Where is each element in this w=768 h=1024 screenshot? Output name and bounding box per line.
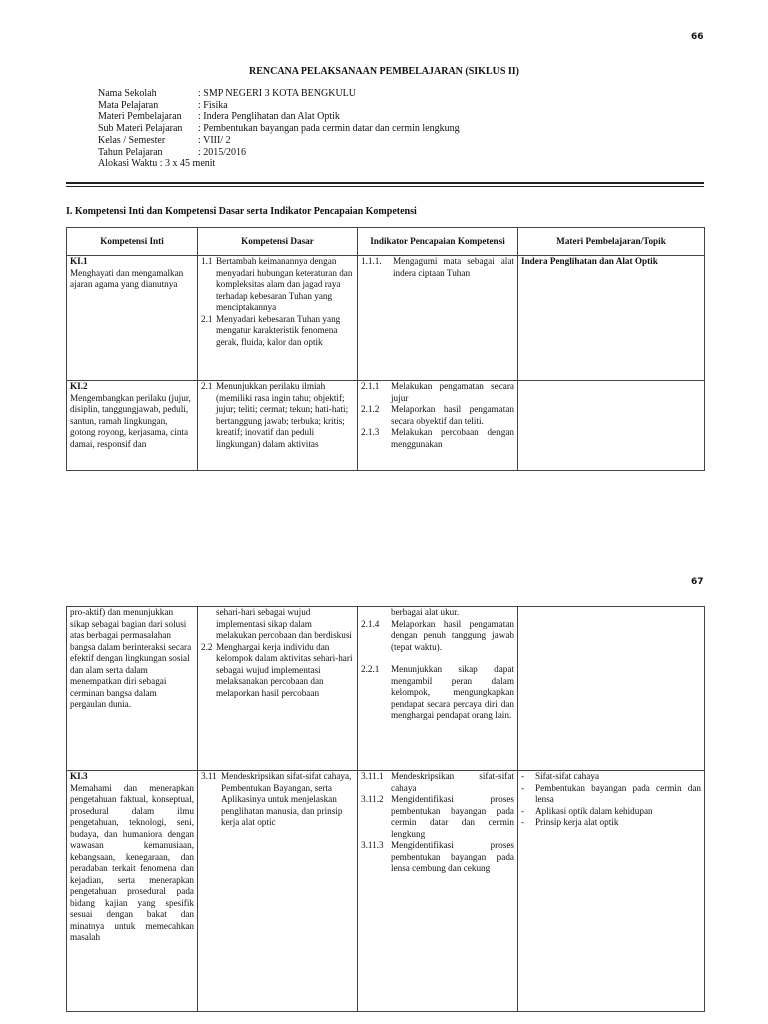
meta-row — [98, 147, 460, 159]
table-row — [67, 381, 705, 471]
kd-item: 2.1 Menyadari kebesaran Tuhan yang mengatur karakteristik fenomena gerak, fluida, kalor dan optik — [201, 313, 341, 347]
ki-title: KI.3 — [70, 771, 88, 781]
indikator-item: berbagai alat ukur. — [391, 607, 460, 617]
divider-thick — [66, 182, 704, 184]
kd-item: 1.1 Bertambah keimanannya dengan menyadari hubungan keteraturan dan kompleksitas alam dan jagad raya terhadap kebesaran Tuhan yang menciptakannya — [201, 256, 353, 312]
ki-cell — [67, 256, 198, 381]
materi-cell — [518, 771, 705, 1012]
table-row — [67, 771, 705, 1012]
indikator-item: 2.2.1 Menunjukkan sikap dapat mengambil peran dalam kelompok, mengungkapkan pendapat secara percaya diri dan menghargai pendapat orang lain. — [361, 664, 514, 720]
indikator-item: 2.1.1 Melakukan pengamatan secara jujur — [361, 381, 514, 403]
indikator-cell — [358, 381, 518, 471]
ki-title: KI.1 — [70, 256, 88, 266]
indikator-cell — [358, 256, 518, 381]
kd-item: 3.11 Mendeskripsikan sifat-sifat cahaya, Pembentukan Bayangan, serta Aplikasinya untuk menjelaskan penglihatan manusia, dan prinsip kerja alat optic — [201, 771, 352, 827]
meta-row — [98, 123, 460, 135]
header-kompetensi-inti: Kompetensi Inti — [67, 228, 198, 256]
ki-cell — [67, 771, 198, 1012]
competency-table-page1 — [66, 227, 705, 471]
meta-value: : Indera Penglihatan dan Alat Optik — [198, 111, 340, 123]
competency-table-page2 — [66, 606, 705, 1012]
table-row — [67, 256, 705, 381]
section-heading: I. Kompetensi Inti dan Kompetensi Dasar serta Indikator Pencapaian Kompetensi — [66, 206, 417, 217]
materi-bullet: - Prinsip kerja alat optik — [521, 817, 619, 827]
indikator-item: 1.1.1. Mengagumi mata sebagai alat indera ciptaan Tuhan — [361, 256, 514, 278]
meta-row — [98, 135, 460, 147]
meta-value: : VIII/ 2 — [198, 134, 231, 146]
meta-label: Kelas / Semester — [98, 134, 166, 146]
meta-label: Sub Materi Pelajaran — [98, 123, 183, 135]
ki-text: Memahami dan menerapkan pengetahuan faktual, konseptual, prosedural dalam ilmu pengetahuan, teknologi, seni, budaya, dan humaniora dengan wawasan kemanusiaan, kebangsaan, kenegaraan, dan peradaban terkait fenomena dan kejadian, serta menerapkan pengetahuan prosedural pada bidang kajian yang spesifik sesuai dengan bakat dan minatnya untuk memecahkan masalah — [70, 782, 194, 942]
header-indikator: Indikator Pencapaian Kompetensi — [358, 228, 518, 256]
indikator-item: 3.11.3 Mengidentifikasi proses pembentukan bayangan pada lensa cembung dan cekung — [361, 840, 514, 873]
materi-bullet: - Sifat-sifat cahaya — [521, 771, 600, 781]
meta-row — [98, 88, 460, 100]
meta-label: Mata Pelajaran — [98, 99, 159, 111]
indikator-cell — [358, 607, 518, 771]
table-row — [67, 607, 705, 771]
indikator-item: 2.1.2 Melaporkan hasil pengamatan secara obyektif dan teliti. — [361, 404, 514, 426]
indikator-item: 2.1.4 Melaporkan hasil pengamatan dengan penuh tanggung jawab (tepat waktu). — [361, 618, 514, 652]
indikator-item: 2.1.3 Melakukan percobaan dengan menggunakan — [361, 427, 514, 449]
ki-text-continued: pro-aktif) dan menunjukkan sikap sebagai bagian dari solusi atas berbagai permasalahan bangsa dalam berinteraksi secara efektif dengan lingkungan sosial dan alam serta dalam menempatkan diri sebagai cerminan bangsa dalam pergaulan dunia. — [70, 607, 192, 709]
meta-label: Nama Sekolah — [98, 88, 157, 99]
ki-cell — [67, 607, 198, 771]
indikator-cell — [358, 771, 518, 1012]
materi-topic: Indera Penglihatan dan Alat Optik — [521, 256, 658, 266]
table-header-row — [67, 228, 705, 256]
meta-label: Tahun Pelajaran — [98, 146, 163, 158]
materi-cell — [518, 607, 705, 771]
materi-cell — [518, 256, 705, 381]
meta-value: : 2015/2016 — [198, 146, 247, 158]
ki-title: KI.2 — [70, 381, 88, 391]
materi-cell — [518, 381, 705, 471]
kd-item: 2.1 Menunjukkan perilaku ilmiah (memiliki rasa ingin tahu; objektif; jujur; teliti; cermat; tekun; hati-hati; bertanggung jawab; terbuka; kritis; kreatif; inovatif dan peduli lingkungan) dalam aktivitas — [201, 381, 349, 449]
materi-bullet: - Aplikasi optik dalam kehidupan — [521, 805, 653, 816]
indikator-item: 3.11.2 Mengidentifikasi proses pembentukan bayangan pada cermin datar dan cermin lengkung — [361, 794, 514, 839]
kd-item: 2.2 Menghargai kerja individu dan kelompok dalam aktivitas sehari-hari sebagai wujud implementasi melaksanakan percobaan dan melaporkan hasil percobaan — [201, 641, 353, 698]
identity-block — [98, 88, 460, 170]
meta-value: : Fisika — [198, 99, 228, 111]
meta-value: : SMP NEGERI 3 KOTA BENGKULU — [198, 88, 356, 99]
meta-row — [98, 100, 460, 112]
ki-cell — [67, 381, 198, 471]
divider-thin — [66, 186, 704, 187]
indikator-item: 3.11.1 Mendeskripsikan sifat-sifat cahaya — [361, 771, 514, 793]
page-number: 66 — [691, 32, 704, 42]
ki-text: Mengembangkan perilaku (jujur, disiplin, tanggungjawab, peduli, santun, ramah lingkungan, gotong royong, kerjasama, cinta damai, responsif dan — [70, 392, 191, 449]
meta-value: : Pembentukan bayangan pada cermin datar dan cermin lengkung — [198, 123, 460, 135]
meta-row — [98, 111, 460, 123]
header-kompetensi-dasar: Kompetensi Dasar — [198, 228, 358, 256]
header-materi: Materi Pembelajaran/Topik — [518, 228, 705, 256]
ki-text: Menghayati dan mengamalkan ajaran agama yang dianutnya — [70, 267, 184, 289]
page-number: 67 — [691, 577, 704, 587]
materi-bullet: - Pembentukan bayangan pada cermin dan lensa — [521, 782, 701, 804]
kd-cell — [198, 381, 358, 471]
meta-label: Materi Pembelajaran — [98, 111, 182, 123]
document-title: RENCANA PELAKSANAAN PEMBELAJARAN (SIKLUS II) — [248, 66, 520, 77]
kd-cell — [198, 256, 358, 381]
alokasi-waktu: Alokasi Waktu : 3 x 45 menit — [98, 158, 216, 170]
kd-item: sehari-hari sebagai wujud implementasi sikap dalam melakukan percobaan dan berdiskusi — [216, 607, 352, 640]
kd-cell — [198, 607, 358, 771]
kd-cell — [198, 771, 358, 1012]
